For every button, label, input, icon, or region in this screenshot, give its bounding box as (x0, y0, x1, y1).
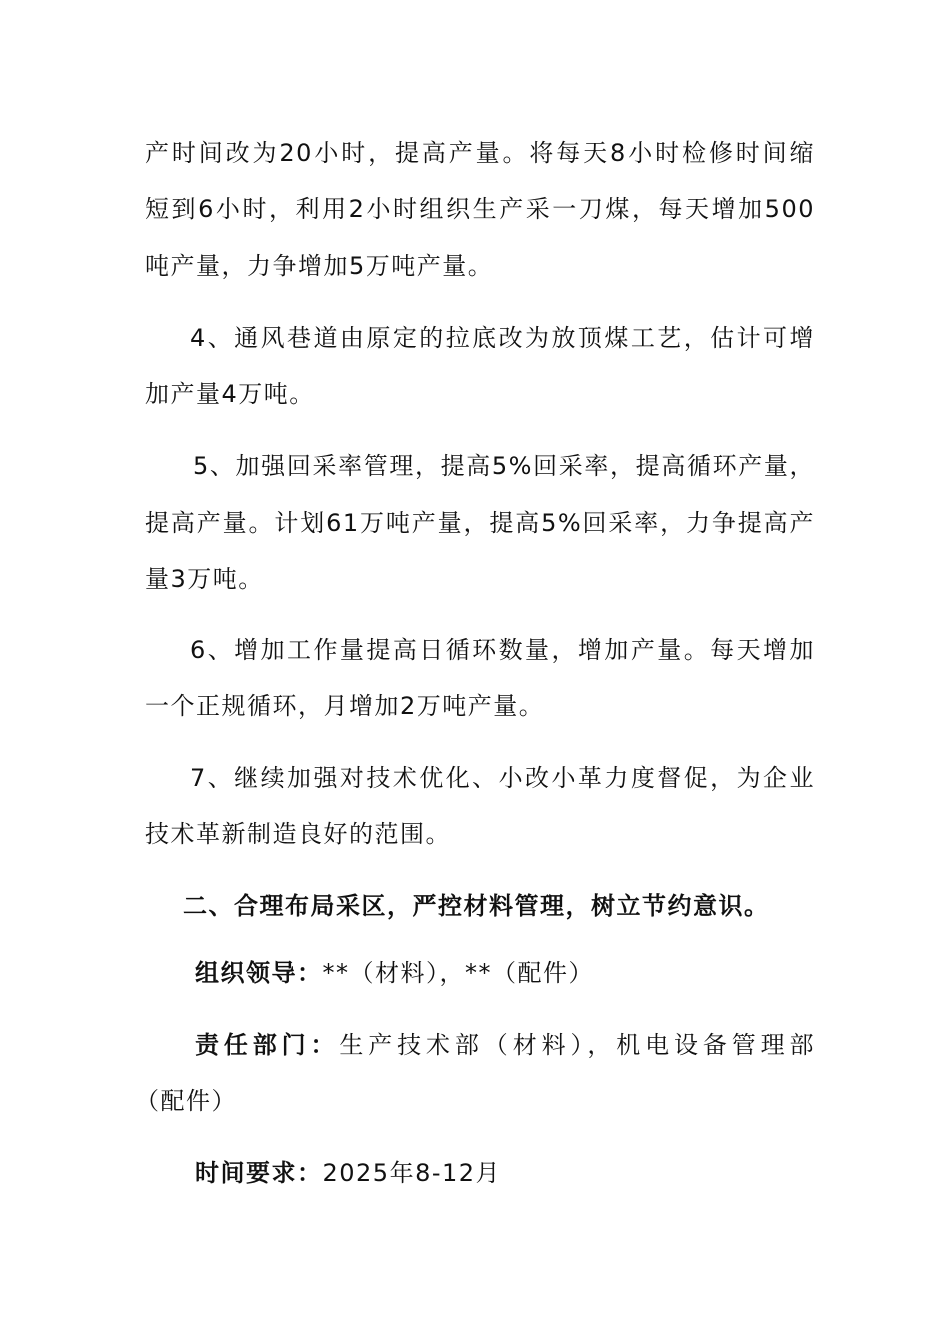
time-value: 2025年8-12月 (322, 1159, 502, 1187)
dept-line (195, 1029, 815, 1061)
paragraph-line: 短到6小时，利用2小时组织生产采一刀煤，每天增加500 (145, 195, 815, 223)
list-item-7: 7、继续加强对技术优化、小改小革力度督促，为企业 (190, 764, 815, 792)
list-item-6: 6、增加工作量提高日循环数量，增加产量。每天增加 (190, 636, 815, 664)
list-item-5: 5、加强回采率管理，提高5%回采率，提高循环产量， (193, 452, 815, 480)
paragraph-line: 量3万吨。 (145, 565, 264, 593)
time-line (195, 1157, 815, 1189)
section-heading: 二、合理布局采区，严控材料管理，树立节约意识。 (183, 892, 770, 920)
dept-value: 生产技术部（材料），机电设备管理部 (339, 1031, 816, 1059)
paragraph-line: 产时间改为20小时，提高产量。将每天8小时检修时间缩 (145, 139, 815, 167)
leader-label: 组织领导： (195, 959, 323, 987)
paragraph-line: 一个正规循环，月增加2万吨产量。 (145, 692, 545, 720)
dept-label: 责任部门： (195, 1031, 340, 1059)
paragraph-line: 提高产量。计划61万吨产量，提高5%回采率，力争提高产 (145, 509, 815, 537)
paragraph-line: 吨产量，力争增加5万吨产量。 (145, 252, 494, 280)
leader-line (195, 957, 815, 989)
dept-line-cont: （配件） (135, 1087, 237, 1115)
paragraph-line: 加产量4万吨。 (145, 380, 315, 408)
list-item-4: 4、通风巷道由原定的拉底改为放顶煤工艺，估计可增 (190, 324, 815, 352)
leader-value: **（材料），**（配件） (322, 959, 594, 987)
time-label: 时间要求： (195, 1159, 323, 1187)
paragraph-line: 技术革新制造良好的范围。 (145, 820, 451, 848)
